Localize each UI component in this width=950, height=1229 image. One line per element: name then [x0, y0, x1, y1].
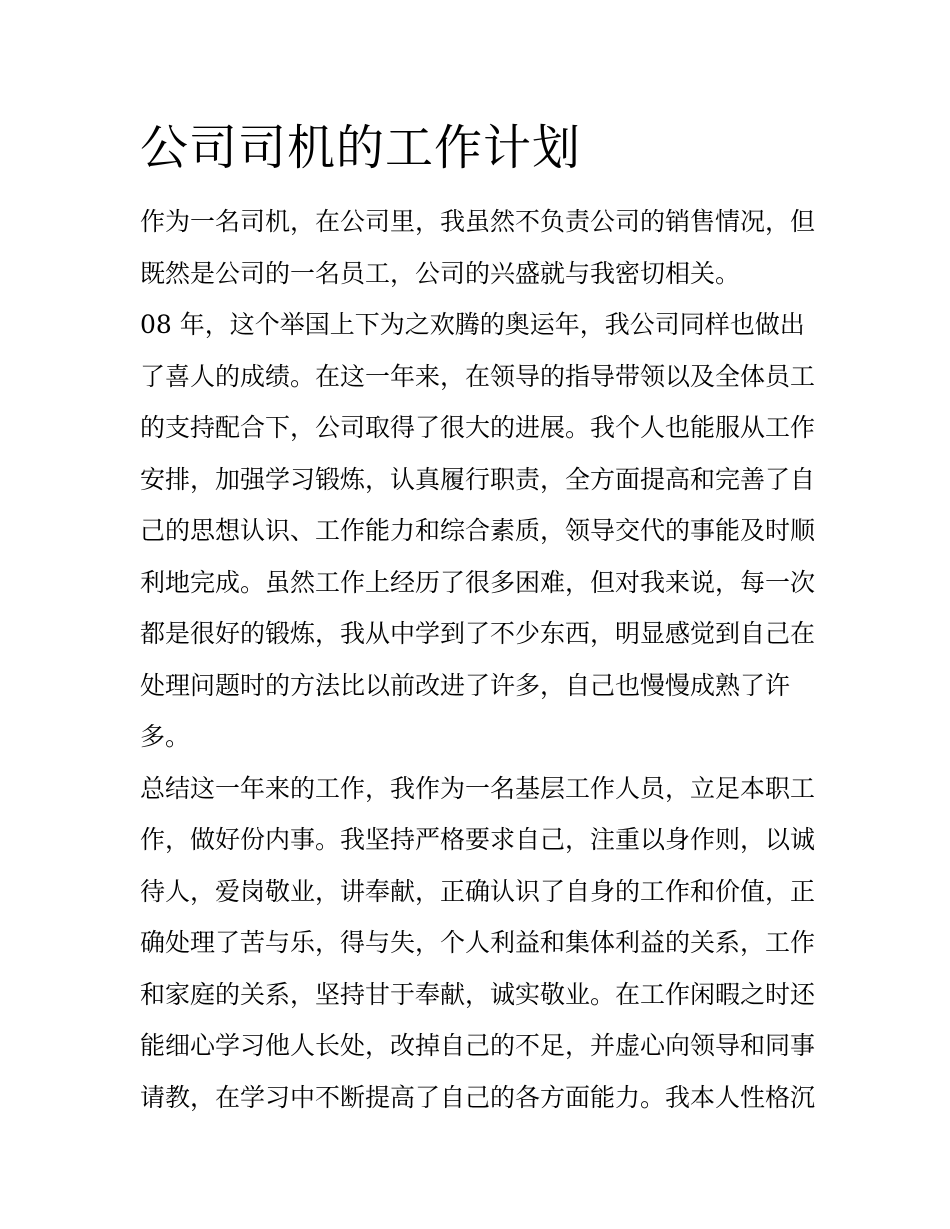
- body-line: 处理问题时的方法比以前改进了许多，自己也慢慢成熟了许: [140, 670, 791, 700]
- body-line: 确处理了苦与乐，得与失，个人利益和集体利益的关系，工作: [140, 928, 816, 957]
- document-title: 公司司机的工作计划: [140, 120, 582, 176]
- body-line: 作为一名司机，在公司里，我虽然不负责公司的销售情况，但: [140, 207, 816, 236]
- body-line: 08 年，这个举国上下为之欢腾的奥运年，我公司同样也做出: [140, 310, 805, 339]
- body-line: 安排，加强学习锻炼，认真履行职责，全方面提高和完善了自: [140, 464, 816, 494]
- body-line: 都是很好的锻炼，我从中学到了不少东西，明显感觉到自己在: [140, 619, 816, 648]
- body-line: 己的思想认识、工作能力和综合素质，领导交代的事能及时顺: [140, 516, 816, 545]
- document-body: [140, 196, 820, 1123]
- body-line: 作，做好份内事。我坚持严格要求自己，注重以身作则，以诚: [140, 825, 816, 854]
- body-line: 和家庭的关系，坚持甘于奉献，诚实敬业。在工作闲暇之时还: [140, 979, 816, 1009]
- body-line: 利地完成。虽然工作上经历了很多困难，但对我来说，每一次: [140, 567, 816, 597]
- body-line: 了喜人的成绩。在这一年来，在领导的指导带领以及全体员工: [140, 361, 816, 391]
- body-line: 的支持配合下，公司取得了很大的进展。我个人也能服从工作: [140, 413, 816, 442]
- body-line: 总结这一年来的工作，我作为一名基层工作人员，立足本职工: [140, 773, 816, 803]
- body-line: 待人，爱岗敬业，讲奉献，正确认识了自身的工作和价值，正: [140, 876, 816, 906]
- body-line: 多。: [140, 722, 191, 751]
- body-line: 请教，在学习中不断提高了自己的各方面能力。我本人性格沉: [140, 1082, 816, 1112]
- body-line: 能细心学习他人长处，改掉自己的不足，并虚心向领导和同事: [140, 1031, 816, 1060]
- body-line: 既然是公司的一名员工，公司的兴盛就与我密切相关。: [140, 258, 741, 288]
